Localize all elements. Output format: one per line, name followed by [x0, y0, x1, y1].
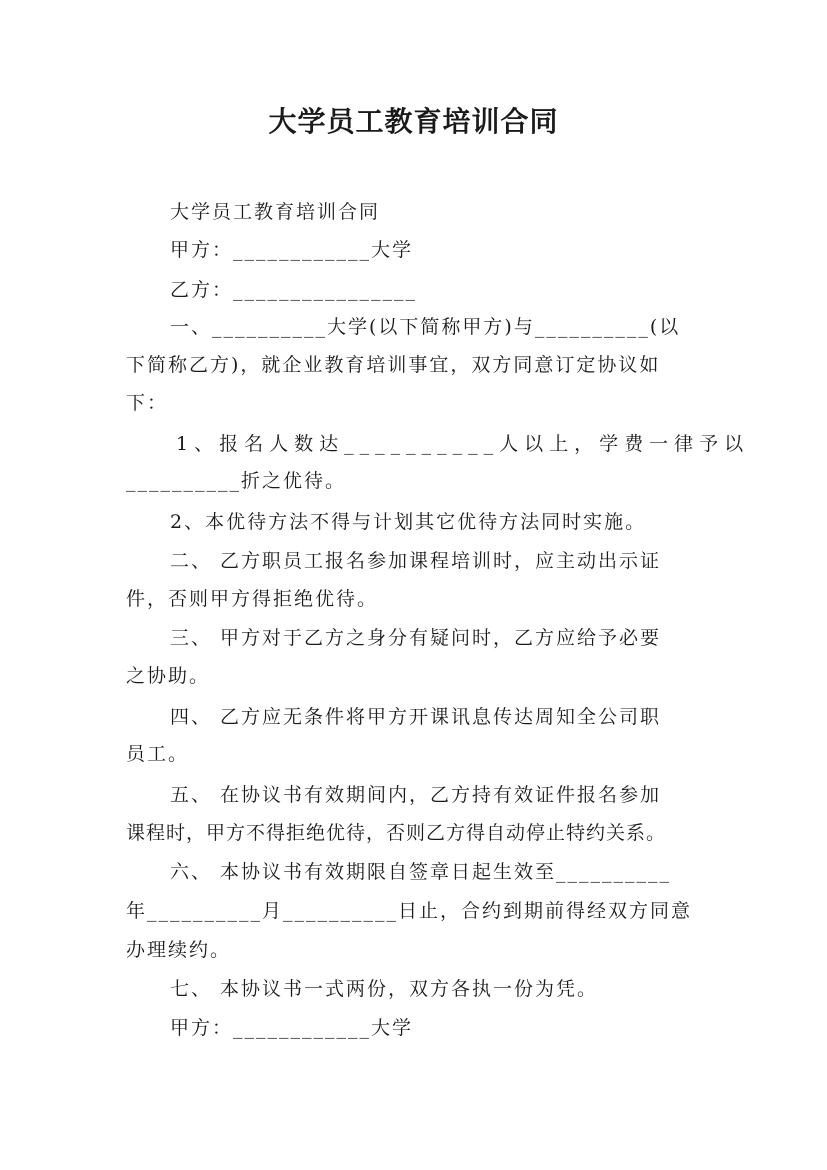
body-line: 六、 本协议书有效期限自签章日起生效至__________	[170, 861, 672, 883]
body-line: 下：	[126, 392, 169, 414]
body-line: 之协助。	[126, 665, 211, 687]
body-line: 办理续约。	[126, 939, 232, 961]
body-line: 课程时，甲方不得拒绝优待，否则乙方得自动停止特约关系。	[126, 822, 667, 844]
body-line: 1、报名人数达__________人以上，学费一律予以	[176, 433, 750, 455]
document-title: 大学员工教育培训合同	[268, 105, 559, 138]
body-line: 五、 在协议书有效期间内，乙方持有效证件报名参加	[170, 784, 662, 806]
body-line: 四、 乙方应无条件将甲方开课讯息传达周知全公司职	[170, 706, 662, 728]
body-line: 大学员工教育培训合同	[170, 201, 381, 223]
body-line: 三、 甲方对于乙方之身分有疑问时，乙方应给予必要	[170, 627, 662, 649]
body-line: 乙方：________________	[170, 279, 418, 301]
body-line: 一、__________大学(以下简称甲方)与__________(以	[170, 316, 681, 338]
body-line: 七、 本协议书一式两份，双方各执一份为凭。	[170, 978, 599, 1000]
body-line: 件，否则甲方得拒绝优待。	[126, 588, 379, 610]
body-line: 二、 乙方职员工报名参加课程培训时，应主动出示证	[170, 550, 662, 572]
body-line: 甲方：____________大学	[170, 1017, 414, 1039]
body-line: __________折之优待。	[126, 470, 347, 492]
body-line: 员工。	[126, 743, 190, 765]
body-line: 甲方：____________大学	[170, 239, 414, 261]
body-line: 下简称乙方)，就企业教育培训事宜，双方同意订定协议如	[126, 354, 661, 376]
body-line: 年__________月__________日止，合约到期前得经双方同意	[126, 900, 693, 922]
body-line: 2、本优待方法不得与计划其它优待方法同时实施。	[170, 511, 647, 533]
